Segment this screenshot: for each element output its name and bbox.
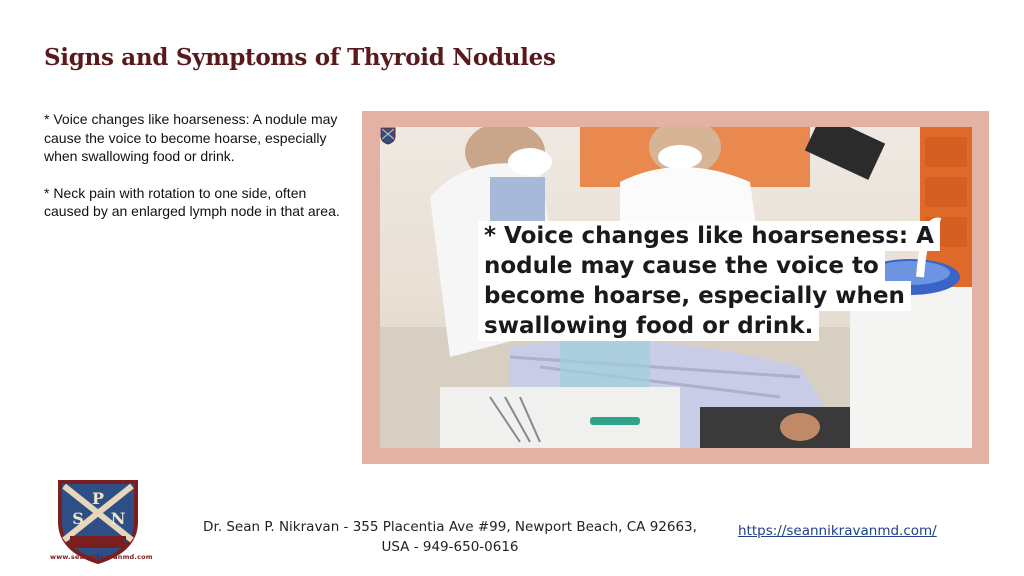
practice-address [190,517,710,557]
logo-caption: www.seannikravanmd.com [50,553,153,561]
symptom-list [44,110,344,239]
caption-line: * Voice changes like hoarseness: A [478,221,940,251]
voice-changes-caption [478,221,934,341]
caption-line: become hoarse, especially when [478,281,911,311]
caption-line: swallowing food or drink. [478,311,819,341]
watermark-logo-icon [380,127,396,145]
symptom-neck-pain: * Neck pain with rotation to one side, often caused by an enlarged lymph node in that area. [44,184,340,219]
logo-letter-n: N [110,509,126,528]
address-line-1: Dr. Sean P. Nikravan - 355 Placentia Ave #99, Newport Beach, CA 92663, [203,519,697,535]
website-link[interactable]: https://seannikravanmd.com/ [738,523,937,539]
clinic-photo [380,127,972,448]
clinic-image-frame [362,111,989,464]
practice-logo [50,478,146,564]
address-line-2: USA - 949-650-0616 [381,539,519,555]
logo-letter-s: S [72,509,84,528]
caption-line: nodule may cause the voice to [478,251,885,281]
symptom-voice-changes: * Voice changes like hoarseness: A nodule may cause the voice to become hoarse, especially when swallowing food or drink. [44,111,338,164]
slide-title: Signs and Symptoms of Thyroid Nodules [44,44,556,71]
logo-letter-p: P [91,489,105,508]
